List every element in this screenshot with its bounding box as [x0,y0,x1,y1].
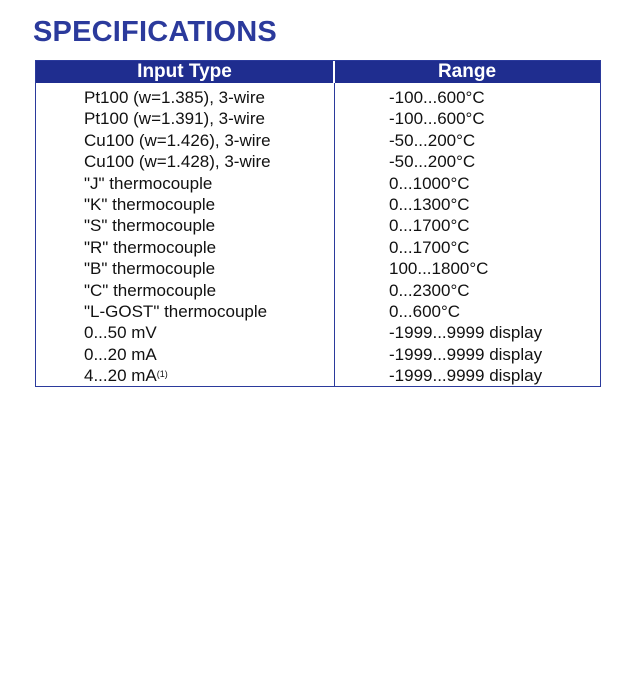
table-cell-input-type [36,365,334,386]
input-type-text: Pt100 (w=1.385), 3-wire [84,88,265,107]
table-cell-range: -100...600°C [389,88,485,107]
input-type-text: "L-GOST" thermocouple [84,302,268,322]
input-type-text: 4...20 mA [84,366,157,386]
table-cell-range: -1999...9999 display [389,323,543,343]
table-cell-input-type [36,280,334,301]
input-type-column [36,83,335,386]
table-cell-range: 0...600°C [389,302,461,322]
input-type-text: Pt100 (w=1.391), 3-wire [84,109,265,129]
table-cell-input-type [36,87,334,108]
range-column [335,83,599,386]
table-cell-range: -50...200°C [389,130,476,150]
table-cell-range: -1999...9999 display [389,366,543,386]
table-cell-input-type [36,322,334,343]
input-type-text: "C" thermocouple [84,280,217,300]
table-cell-input-type [36,194,334,215]
table-cell-input-type [36,173,334,194]
table-cell-range: 100...1800°C [389,259,489,279]
specifications-table [35,60,601,387]
input-type-text: Cu100 (w=1.428), 3-wire [84,152,271,172]
input-type-text: "B" thermocouple [84,259,216,279]
table-cell-input-type [36,108,334,129]
input-type-list [36,83,334,387]
input-type-text: "J" thermocouple [84,173,213,193]
table-header-row [36,61,600,83]
table-cell-input-type [36,215,334,236]
table-cell-input-type [36,130,334,151]
input-type-text: 0...50 mV [84,323,157,343]
table-cell-input-type [36,344,334,365]
input-type-text: "R" thermocouple [84,237,217,257]
table-cell-range: 0...2300°C [389,280,470,300]
table-cell-range: -100...600°C [389,109,485,129]
table-cell-input-type [36,258,334,279]
column-header-range: Range [437,61,497,82]
footnote-marker: (1) [156,369,168,380]
table-cell-range: 0...1700°C [389,237,470,257]
table-cell-range: -1999...9999 display [389,344,543,364]
table-cell-input-type [36,237,334,258]
page-title: SPECIFICATIONS [33,16,277,48]
table-body [36,83,600,386]
range-list [335,83,599,387]
input-type-text: "K" thermocouple [84,195,216,215]
table-cell-input-type [36,151,334,172]
table-cell-range: 0...1000°C [389,173,470,193]
input-type-text: Cu100 (w=1.426), 3-wire [84,130,271,150]
table-cell-range: 0...1700°C [389,216,470,236]
input-type-text: "S" thermocouple [84,216,216,236]
table-cell-range: -50...200°C [389,152,476,172]
input-type-text: 0...20 mA [84,344,157,364]
table-cell-input-type [36,301,334,322]
table-cell-range: 0...1300°C [389,195,470,215]
column-header-input-type: Input Type [36,61,335,83]
